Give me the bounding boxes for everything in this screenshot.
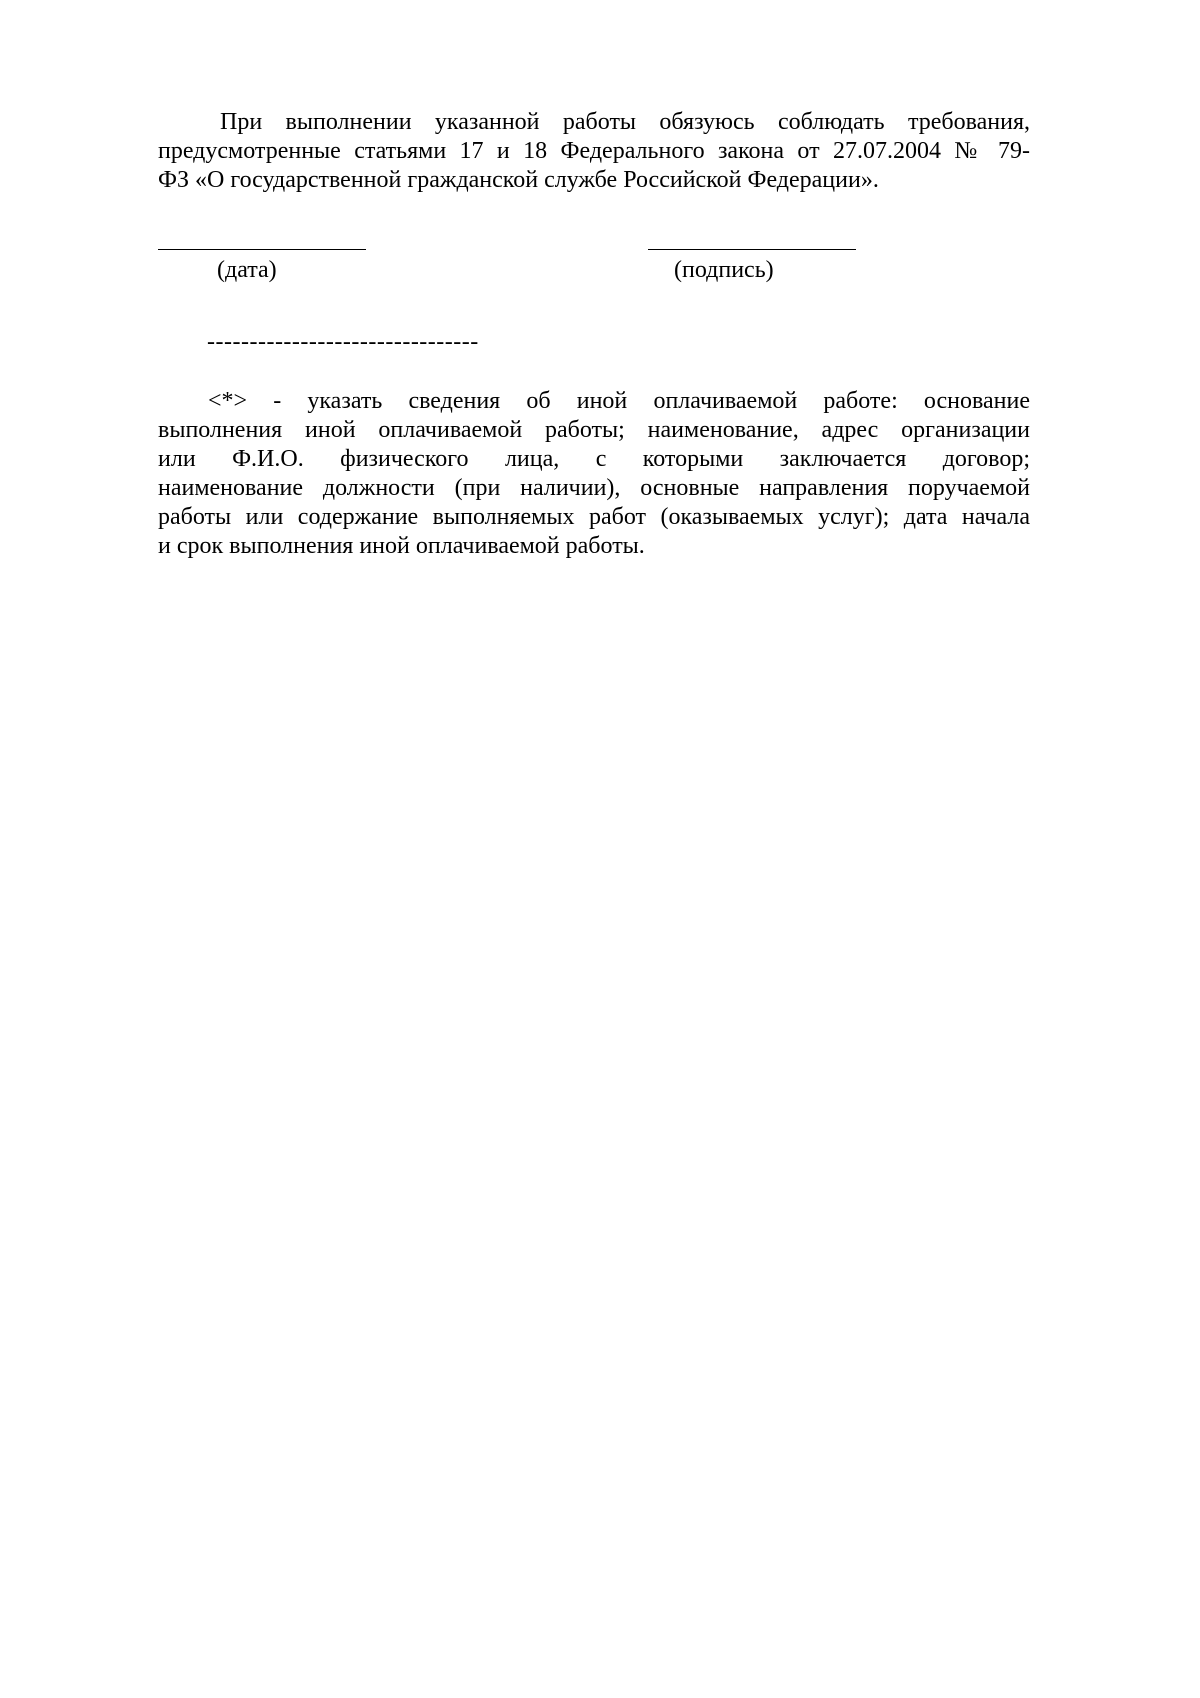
obligation-paragraph (158, 108, 1030, 195)
footnote-paragraph (158, 387, 1030, 561)
paragraph-line: При выполнении указанной работы обязуюсь соблюдать требования, (220, 109, 1030, 135)
signature-label: (подпись) (674, 257, 774, 283)
paragraph-line: предусмотренные статьями 17 и 18 Федерального закона от 27.07.2004 № 79- (158, 138, 1030, 164)
footnote-line: работы или содержание выполняемых работ (оказываемых услуг); дата начала (158, 504, 1030, 530)
date-label: (дата) (217, 257, 277, 283)
footnote-line: и срок выполнения иной оплачиваемой работы. (158, 533, 645, 559)
footnote-line: <*> - указать сведения об иной оплачиваемой работе: основание (208, 388, 1030, 414)
paragraph-line: ФЗ «О государственной гражданской службе Российской Федерации». (158, 167, 879, 193)
footnote-line: выполнения иной оплачиваемой работы; наименование, адрес организации (158, 417, 1030, 443)
date-signature-line (158, 249, 366, 250)
footnote-separator: -------------------------------- (207, 329, 479, 355)
footnote-line: или Ф.И.О. физического лица, с которыми заключается договор; (158, 446, 1030, 472)
footnote-line: наименование должности (при наличии), основные направления поручаемой (158, 475, 1030, 501)
signature-line (648, 249, 856, 250)
